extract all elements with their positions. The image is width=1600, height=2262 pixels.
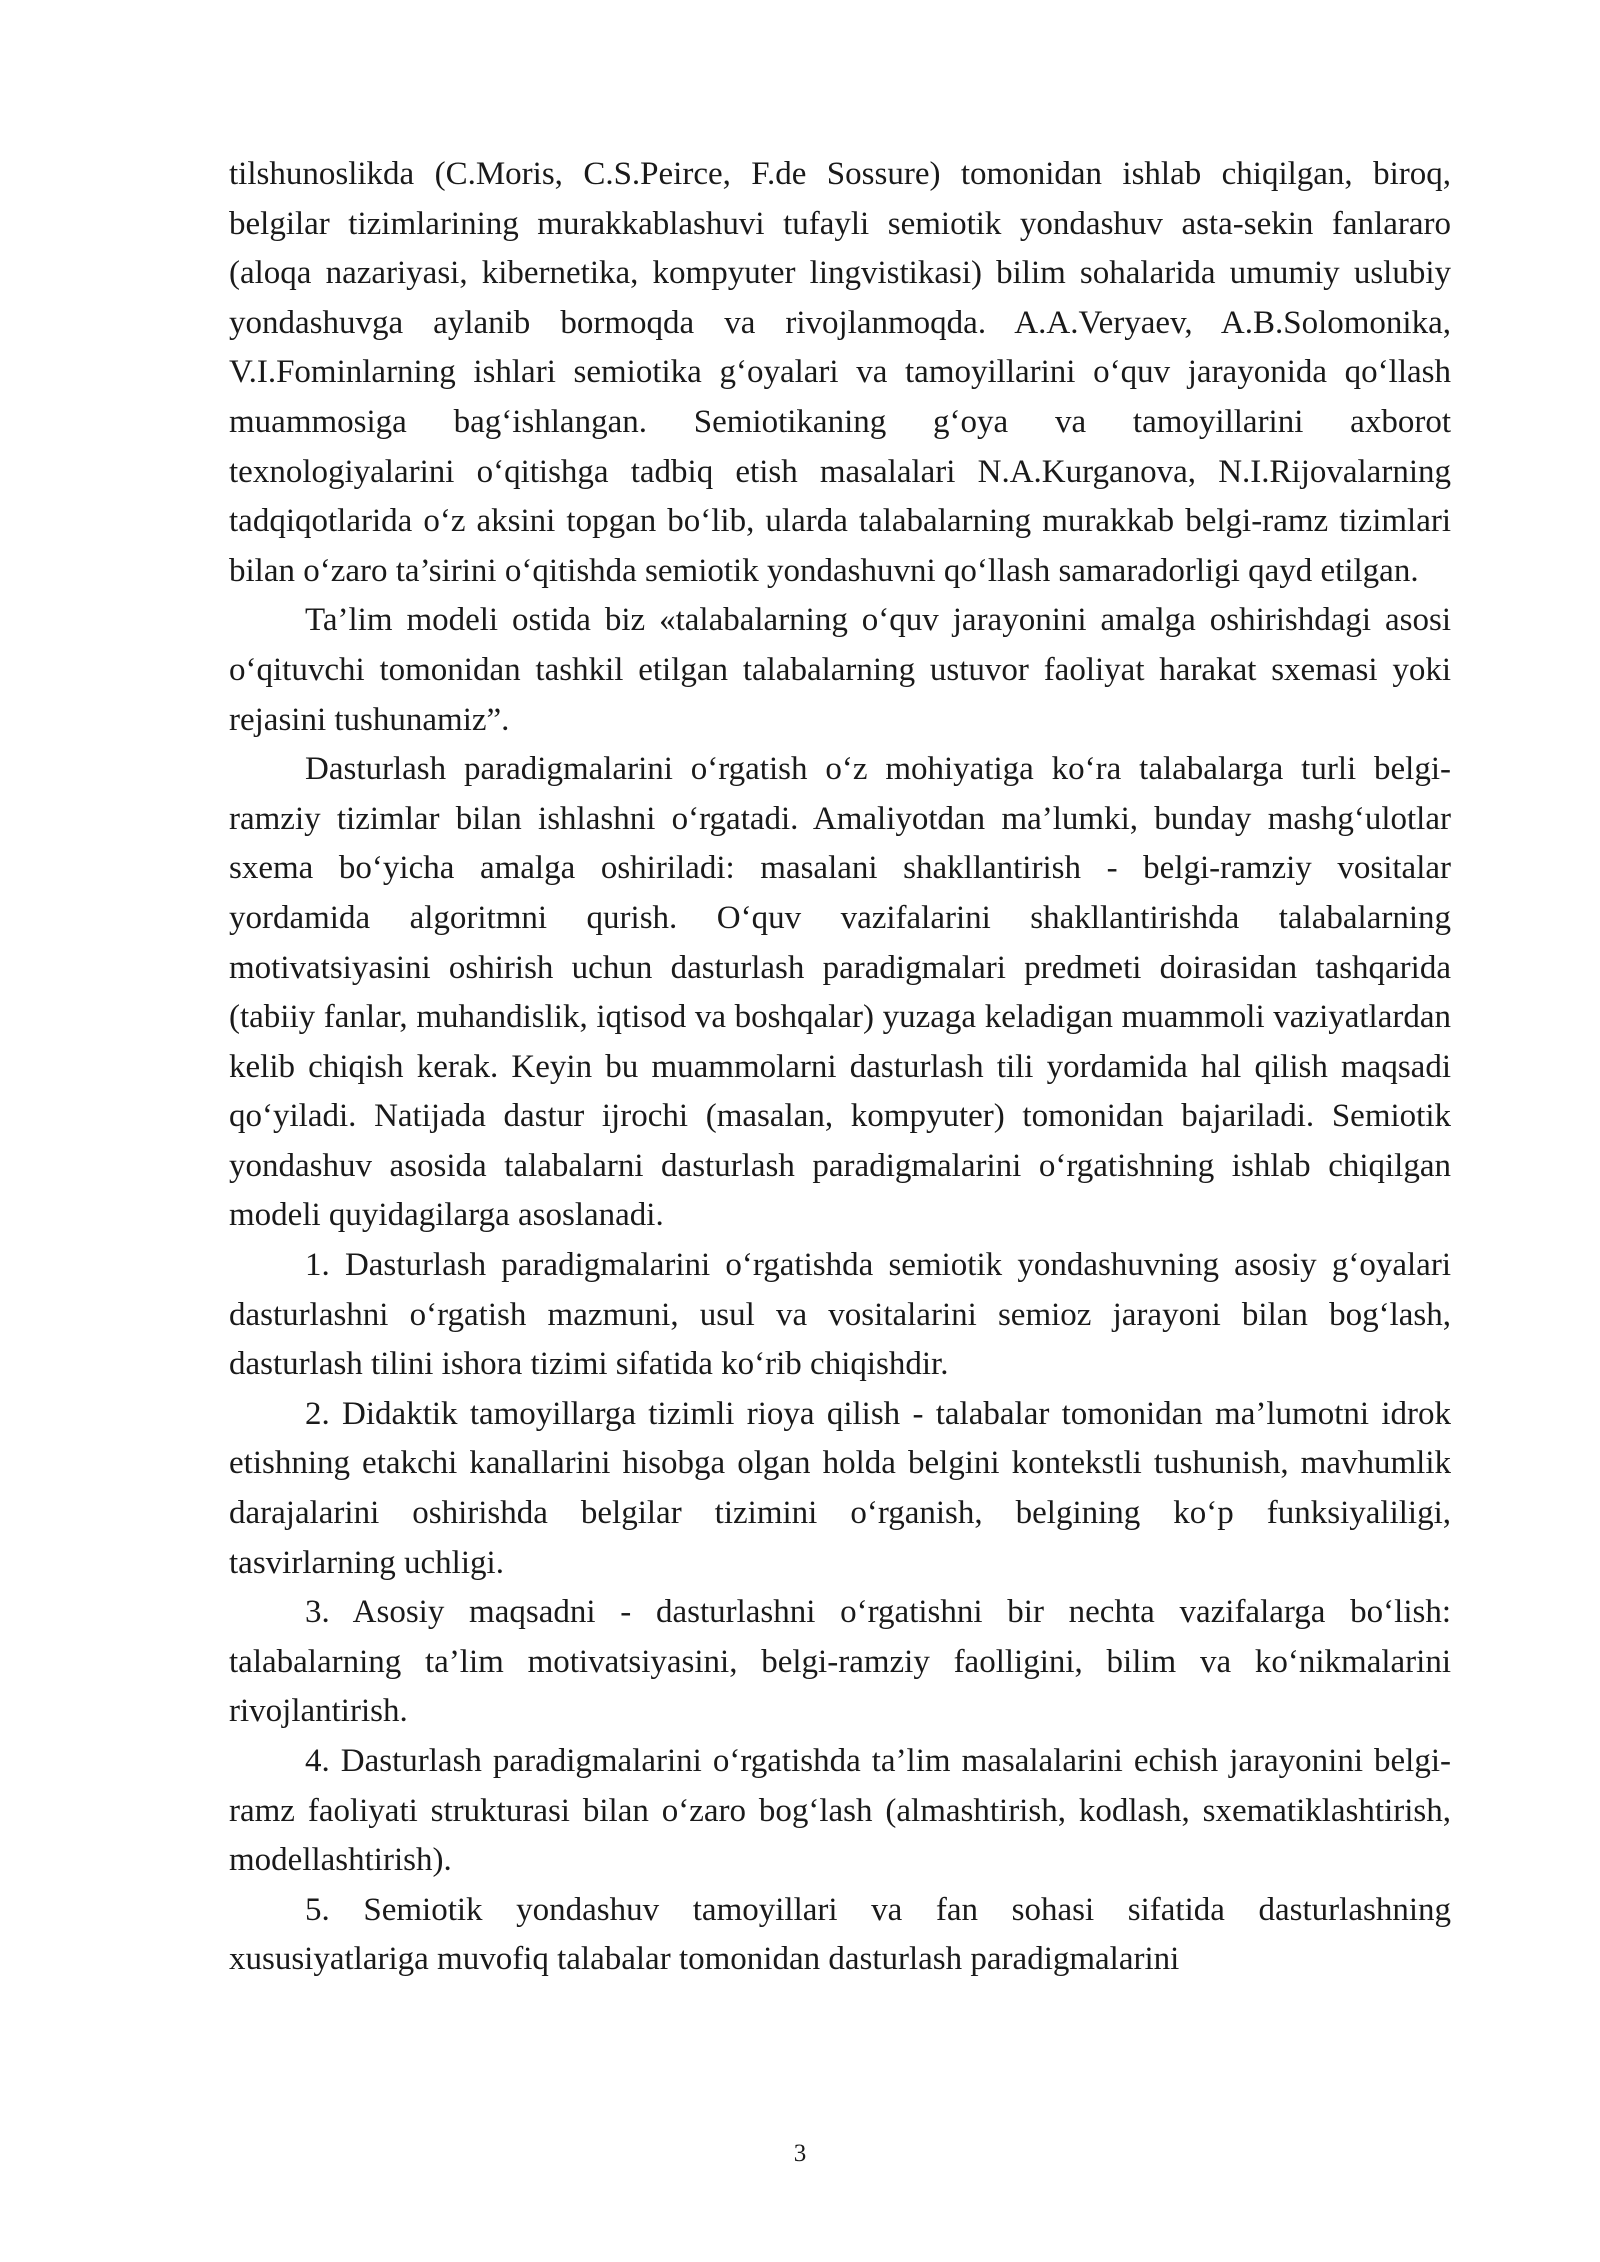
paragraph-2: Ta’lim modeli ostida biz «talabalarning o‘quv jarayonini amalga oshirishdagi asosi o‘qituvchi tomonidan tashkil etilgan talabalarning ustuvor faoliyat harakat sxemasi yoki rejasini tushunamiz”. [229,602,1451,738]
list-item-5: 5. Semiotik yondashuv tamoyillari va fan sohasi sifatida dasturlashning xususiyatlariga muvofiq talabalar tomonidan dasturlash paradigmalarini [229,1891,1451,1978]
list-item-4: 4. Dasturlash paradigmalarini o‘rgatishda ta’lim masalalarini echish jarayonini belgi-ramz faoliyati strukturasi bilan o‘zaro bog‘lash (almashtirish, kodlash, sxematiklashtirish, modellashtirish). [229,1743,1451,1879]
paragraph-3: Dasturlash paradigmalarini o‘rgatish o‘z mohiyatiga ko‘ra talabalarga turli belgi-ramziy tizimlar bilan ishlashni o‘rgatadi. Amaliyotdan ma’lumki, bunday mashg‘ulotlar sxema bo‘yicha amalga oshiriladi: masalani shakllantirish - belgi-ramziy vositalar yordamida algoritmni qurish. O‘quv vazifalarini shakllantirishda talabalarning motivatsiyasini oshirish uchun dasturlash paradigmalari predmeti doirasidan tashqarida (tabiiy fanlar, muhandislik, iqtisod va boshqalar) yuzaga keladigan muammoli vaziyatlardan kelib chiqish kerak. Keyin bu muammolarni dasturlash tili yordamida hal qilish maqsadi qo‘yiladi. Natijada dastur ijrochi (masalan, kompyuter) tomonidan bajariladi. Semiotik yondashuv asosida talabalarni dasturlash paradigmalarini o‘rgatishning ishlab chiqilgan modeli quyidagilarga asoslanadi. [229,751,1451,1234]
page-number: 3 [793,2140,807,2167]
list-item-2: 2. Didaktik tamoyillarga tizimli rioya qilish - talabalar tomonidan ma’lumotni idrok etishning etakchi kanallarini hisobga olgan holda belgini kontekstli tushunish, mavhumlik darajalarini oshirishda belgilar tizimini o‘rganish, belgining ko‘p funksiyaliligi, tasvirlarning uchligi. [229,1395,1451,1581]
list-item-1: 1. Dasturlash paradigmalarini o‘rgatishda semiotik yondashuvning asosiy g‘oyalari dasturlashni o‘rgatish mazmuni, usul va vositalarini semioz jarayoni bilan bog‘lash, dasturlash tilini ishora tizimi sifatida ko‘rib chiqishdir. [229,1247,1451,1383]
paragraph-1: tilshunoslikda (C.Moris, C.S.Peirce, F.de Sossure) tomonidan ishlab chiqilgan, biroq, belgilar tizimlarining murakkablashuvi tufayli semiotik yondashuv asta-sekin fanlararo (aloqa nazariyasi, kibernetika, kompyuter lingvistikasi) bilim sohalarida umumiy uslubiy yondashuvga aylanib bormoqda va rivojlanmoqda. A.A.Veryaev, A.B.Solomonika, V.I.Fominlarning ishlari semiotika g‘oyalari va tamoyillarini o‘quv jarayonida qo‘llash muammosiga bag‘ishlangan. Semiotikaning g‘oya va tamoyillarini axborot texnologiyalarini o‘qitishga tadbiq etish masalalari N.A.Kurganova, N.I.Rijovalarning tadqiqotlarida o‘z aksini topgan bo‘lib, ularda talabalarning murakkab belgi-ramz tizimlari bilan o‘zaro ta’sirini o‘qitishda semiotik yondashuvni qo‘llash samaradorligi qayd etilgan. [229,156,1451,589]
body-text [229,150,1451,1985]
list-item-3: 3. Asosiy maqsadni - dasturlashni o‘rgatishni bir nechta vazifalarga bo‘lish: talabalarning ta’lim motivatsiyasini, belgi-ramziy faolligini, bilim va ko‘nikmalarini rivojlantirish. [229,1594,1451,1730]
